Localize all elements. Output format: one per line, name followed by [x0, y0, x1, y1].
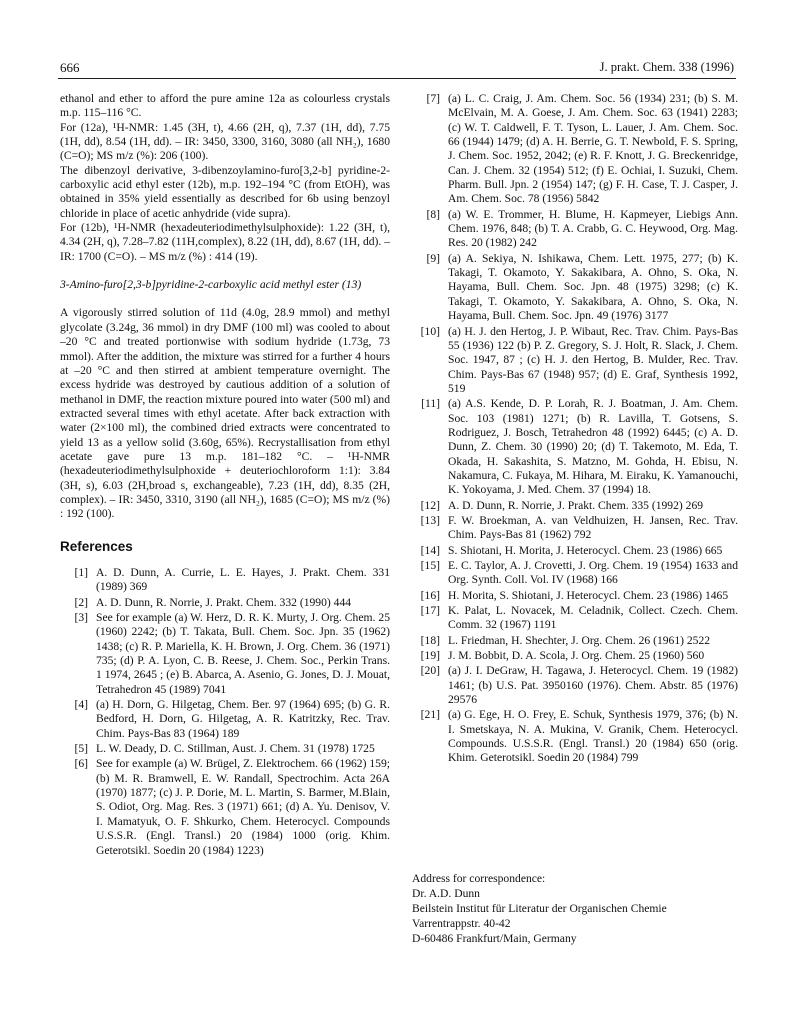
reference-text: H. Morita, S. Shiotani, J. Heterocycl. Chem. 23 (1986) 1465 — [448, 588, 729, 602]
reference-item — [412, 514, 738, 543]
reference-item — [60, 596, 390, 610]
reference-number: [18] — [420, 633, 440, 647]
reference-item — [412, 92, 738, 207]
reference-item — [60, 566, 390, 595]
reference-item — [412, 589, 738, 603]
section-body: A vigorously stirred solution of 11d (4.0g, 28.9 mmol) and methyl glycolate (3.24g, 36 mmol) in dry DMF (100 ml) was cooled to about –20 °C and treated portionwise with sodium hydride (1.73g, 73 mmol). After the addition, the mixture was stirred for a further 4 hours at –20 °C and then stirred at ambient temperature overnight. The excess hydride was destroyed by cautious addition of a solution of methanol in DMF, the reaction mixture poured into water (500 ml) and extracted several times with ethyl acetate. After back extraction with water (2×100 ml), the combined dried extracts were concentrated to yield 13 as a yellow solid (3.60g, 65%). Recrystallisation from ethyl acetate gave pure 13 m.p. 181–182 °C. – ¹H-NMR (hexadeuteriodimethylsulphoxide + deuteriochloroform 1:1): 3.84 (3H, s), 6.03 (2H,broad s, exchangeable), 7.23 (1H, dd), 8.35 (2H, complex). – IR: 3450, 3310, 3190 (all NH₂), 1685 (C=O); MS m/z (%) : 192 (100). — [60, 306, 390, 521]
reference-number: [16] — [420, 588, 440, 602]
reference-text: A. D. Dunn, A. Currie, L. E. Hayes, J. Prakt. Chem. 331 (1989) 369 — [96, 565, 390, 594]
reference-text: (a) H. Dorn, G. Hilgetag, Chem. Ber. 97 (1964) 695; (b) G. R. Bedford, H. Dorn, G. Hilgetag, A. R. Katritzky, Rec. Trav. Chim. Pays-Bas 83 (1964) 189 — [96, 698, 390, 740]
reference-number: [4] — [74, 698, 88, 712]
reference-number: [15] — [420, 559, 440, 572]
reference-item — [412, 634, 738, 648]
reference-text: (a) A.S. Kende, D. P. Lorah, R. J. Boatman, J. Am. Chem. Soc. 103 (1981) 1271; (b) R. Lavilla, T. Gotsens, S. Rodriguez, J. Bosch, Tetrahedron 48 (1992) 6445; (c) A. D. Dunn, Z. Chem. 30 (1990) 20; (d) T. Takemoto, M. Eda, T. Okada, H. Sakashita, S. Matzno, M. Gohda, H. Ebisu, N. Nakamura, C. Fukaya, M. Hihara, M. Eiraku, K. Yamanouchi, K. Yokoyama, J. Med. Chem. 37 (1994) 18. — [448, 397, 738, 497]
reference-item — [412, 559, 738, 588]
experimental-paragraph: The dibenzoyl derivative, 3-dibenzoylamino-furo[3,2-b] pyridine-2-carboxylic acid ethyl ester (12b), m.p. 192–194 °C (from EtOH), was obtained in 35% yield essentially as described for 6b using benzoyl chloride in place of acetic anhydride (vide supra). — [60, 163, 390, 220]
experimental-paragraph: ethanol and ether to afford the pure amine 12a as colourless crystals m.p. 115–116 °C. — [60, 92, 390, 120]
section-title: 3-Amino-furo[2,3-b]pyridine-2-carboxylic acid methyl ester (13) — [60, 278, 362, 292]
reference-item — [412, 252, 738, 324]
reference-text: L. Friedman, H. Shechter, J. Org. Chem. 26 (1961) 2522 — [448, 633, 711, 647]
reference-text: (a) L. C. Craig, J. Am. Chem. Soc. 56 (1934) 231; (b) S. M. McElvain, M. A. Goese, J. Am. Chem. Soc. 63 (1941) 2283; (c) W. T. Caldwell, F. T. Tyson, L. Lauer, J. Am. Chem. Soc. 66 (1944) 1479; (d) A. H. Berrie, G. T. Newbold, F. S. Spring, J. Chem. Soc. 1952, 2042; (e) R. F. Knott, J. G. Breckenridge, Can. J. Chem. 32 (1954) 512; (f) E. Ochiai, I. Suzuki, Chem. Pharm. Bull. Jpn. 2 (1954) 147; (g) F. H. Case, T. J. Casper, J. Am. Chem. Soc. 78 (1956) 5842 — [448, 92, 738, 206]
reference-text: F. W. Broekman, A. van Veldhuizen, H. Jansen, Rec. Trav. Chim. Pays-Bas 81 (1962) 792 — [448, 513, 738, 542]
reference-item — [412, 208, 738, 251]
reference-item — [60, 757, 390, 857]
left-column — [60, 92, 390, 859]
reference-number: [2] — [74, 595, 88, 609]
reference-item — [412, 325, 738, 397]
reference-number: [9] — [426, 251, 440, 265]
reference-text: (a) H. J. den Hertog, J. P. Wibaut, Rec. Trav. Chim. Pays-Bas 55 (1936) 122 (b) P. Z. Gregory, S. J. Holt, R. Slack, J. Chem. Soc. 1947, 87 ; (c) H. J. den Hertog, B. Mulder, Rec. Trav. Chim. Pays-Bas 67 (1948) 957; (d) E. Graf, Synthesis 1992, 519 — [448, 324, 738, 395]
reference-number: [13] — [420, 513, 440, 527]
reference-item — [412, 649, 738, 663]
right-column — [412, 92, 738, 767]
address-line: Dr. A.D. Dunn — [412, 887, 480, 900]
reference-number: [8] — [426, 207, 440, 221]
reference-number: [14] — [420, 543, 440, 557]
reference-number: [7] — [426, 92, 440, 105]
reference-text: E. C. Taylor, A. J. Crovetti, J. Org. Chem. 19 (1954) 1633 and Org. Synth. Coll. Vol. IV (1968) 166 — [448, 559, 738, 587]
references-list-left — [60, 566, 390, 858]
reference-number: [3] — [74, 611, 88, 624]
journal-header: J. prakt. Chem. 338 (1996) — [599, 60, 734, 74]
address-line: Varrentrappstr. 40-42 — [412, 917, 511, 930]
address-line: Address for correspondence: — [412, 872, 546, 885]
reference-text: A. D. Dunn, R. Norrie, J. Prakt. Chem. 332 (1990) 444 — [96, 595, 352, 609]
reference-number: [20] — [420, 664, 440, 678]
reference-item — [412, 604, 738, 633]
reference-text: (a) G. Ege, H. O. Frey, E. Schuk, Synthesis 1979, 376; (b) N. I. Smetskaya, N. A. Mukina, V. Granik, Chem. Heterocycl. Compounds. U.S.S.R. (Engl. Transl.) 20 (1984) 650 (orig. Khim. Geterotsikl. Soedin 20 (1984) 799 — [448, 708, 738, 765]
experimental-paragraph: For (12a), ¹H-NMR: 1.45 (3H, t), 4.66 (2H, q), 7.37 (1H, dd), 7.75 (1H, dd), 8.54 (1H, dd). – IR: 3450, 3300, 3160, 3080 (all NH₂), 1680 (C=O); MS m/z (%): 206 (100). — [60, 120, 390, 163]
header-rule — [58, 78, 736, 79]
reference-text: See for example (a) W. Brügel, Z. Elektrochem. 66 (1962) 159; (b) M. R. Bramwell, E. W. Randall, Spectrochim. Acta 26A (1970) 1877; (c) J. P. Dorie, M. L. Martin, S. Barmer, M.Blain, S. Odiot, Org. Mag. Res. 3 (1971) 661; (d) A. Yu. Denisov, V. I. Mamatyuk, O. F. Shkurko, Chem. Heterocycl. Compounds U.S.S.R. (Engl. Transl.) 20 (1984) 1000 (orig. Khim. Geterotsikl. Soedin 20 (1984) 1223) — [96, 757, 390, 857]
reference-text: See for example (a) W. Herz, D. R. K. Murty, J. Org. Chem. 25 (1960) 2242; (b) T. Takata, Bull. Chem. Soc. Jpn. 35 (1962) 1438; (c) R. P. Mariella, K. H. Brown, J. Org. Chem. 36 (1971) 735; (d) P. A. Lyon, C. B. Reese, J. Chem. Soc., Perkin Trans. 1 1974, 2645 ; (e) B. Abarca, A. Asenio, G. Jones, D. J. Mouat, Tetrahedron 45 (1989) 7041 — [96, 611, 390, 696]
reference-number: [11] — [421, 397, 440, 411]
reference-item — [60, 698, 390, 741]
reference-text: (a) J. I. DeGraw, H. Tagawa, J. Heterocycl. Chem. 19 (1982) 1461; (b) U.S. Pat. 3950160 (1976). Chem. Abstr. 85 (1976) 29576 — [448, 664, 738, 707]
reference-number: [21] — [420, 708, 440, 722]
reference-item — [412, 544, 738, 558]
address-line: Beilstein Institut für Literatur der Organischen Chemie — [412, 902, 667, 915]
reference-number: [19] — [420, 649, 440, 663]
reference-text: K. Palat, L. Novacek, M. Celadnik, Collect. Czech. Chem. Comm. 32 (1967) 1191 — [448, 604, 738, 632]
reference-number: [17] — [420, 604, 440, 618]
experimental-paragraph: For (12b), ¹H-NMR (hexadeuteriodimethylsulphoxide): 1.22 (3H, t), 4.34 (2H, q), 7.28–7.82 (11H,complex), 8.22 (1H, dd), 8.67 (1H, dd). – IR: 1700 (C=O). – MS m/z (%) : 414 (19). — [60, 221, 390, 263]
correspondence-address — [412, 871, 742, 946]
reference-item — [412, 664, 738, 707]
reference-number: [12] — [420, 498, 440, 512]
reference-number: [10] — [420, 324, 440, 338]
reference-item — [60, 742, 390, 756]
reference-number: [1] — [74, 565, 88, 579]
address-line: D-60486 Frankfurt/Main, Germany — [412, 932, 577, 945]
reference-text: J. M. Bobbit, D. A. Scola, J. Org. Chem. 25 (1960) 560 — [448, 649, 705, 663]
reference-item — [412, 708, 738, 765]
reference-number: [6] — [74, 757, 88, 771]
reference-item — [412, 397, 738, 497]
reference-text: A. D. Dunn, R. Norrie, J. Prakt. Chem. 335 (1992) 269 — [448, 498, 704, 512]
reference-item — [60, 611, 390, 697]
reference-text: (a) A. Sekiya, N. Ishikawa, Chem. Lett. 1975, 277; (b) K. Takagi, T. Okamoto, Y. Sakakibara, A. Ohno, S. Oka, N. Hayama, Bull. Chem. Soc. Jpn. 48 (1975) 3298; (c) K. Takagi, T. Okamoto, Y. Sakakibara, A. Ohno, S. Oka, N. Hayama, Bull. Chem. Soc. Jpn. 49 (1976) 3177 — [448, 251, 738, 323]
reference-number: [5] — [74, 742, 88, 756]
reference-item — [412, 499, 738, 513]
reference-text: L. W. Deady, D. C. Stillman, Aust. J. Chem. 31 (1978) 1725 — [96, 742, 375, 756]
reference-text: S. Shiotani, H. Morita, J. Heterocycl. Chem. 23 (1986) 665 — [448, 543, 723, 557]
references-list-right — [412, 92, 738, 766]
reference-text: (a) W. E. Trommer, H. Blume, H. Kapmeyer, Liebigs Ann. Chem. 1976, 848; (b) T. A. Crabb, G. C. Heywood, Org. Mag. Res. 20 (1982) 242 — [448, 207, 738, 250]
page-number: 666 — [60, 60, 80, 75]
references-heading: References — [60, 538, 133, 554]
